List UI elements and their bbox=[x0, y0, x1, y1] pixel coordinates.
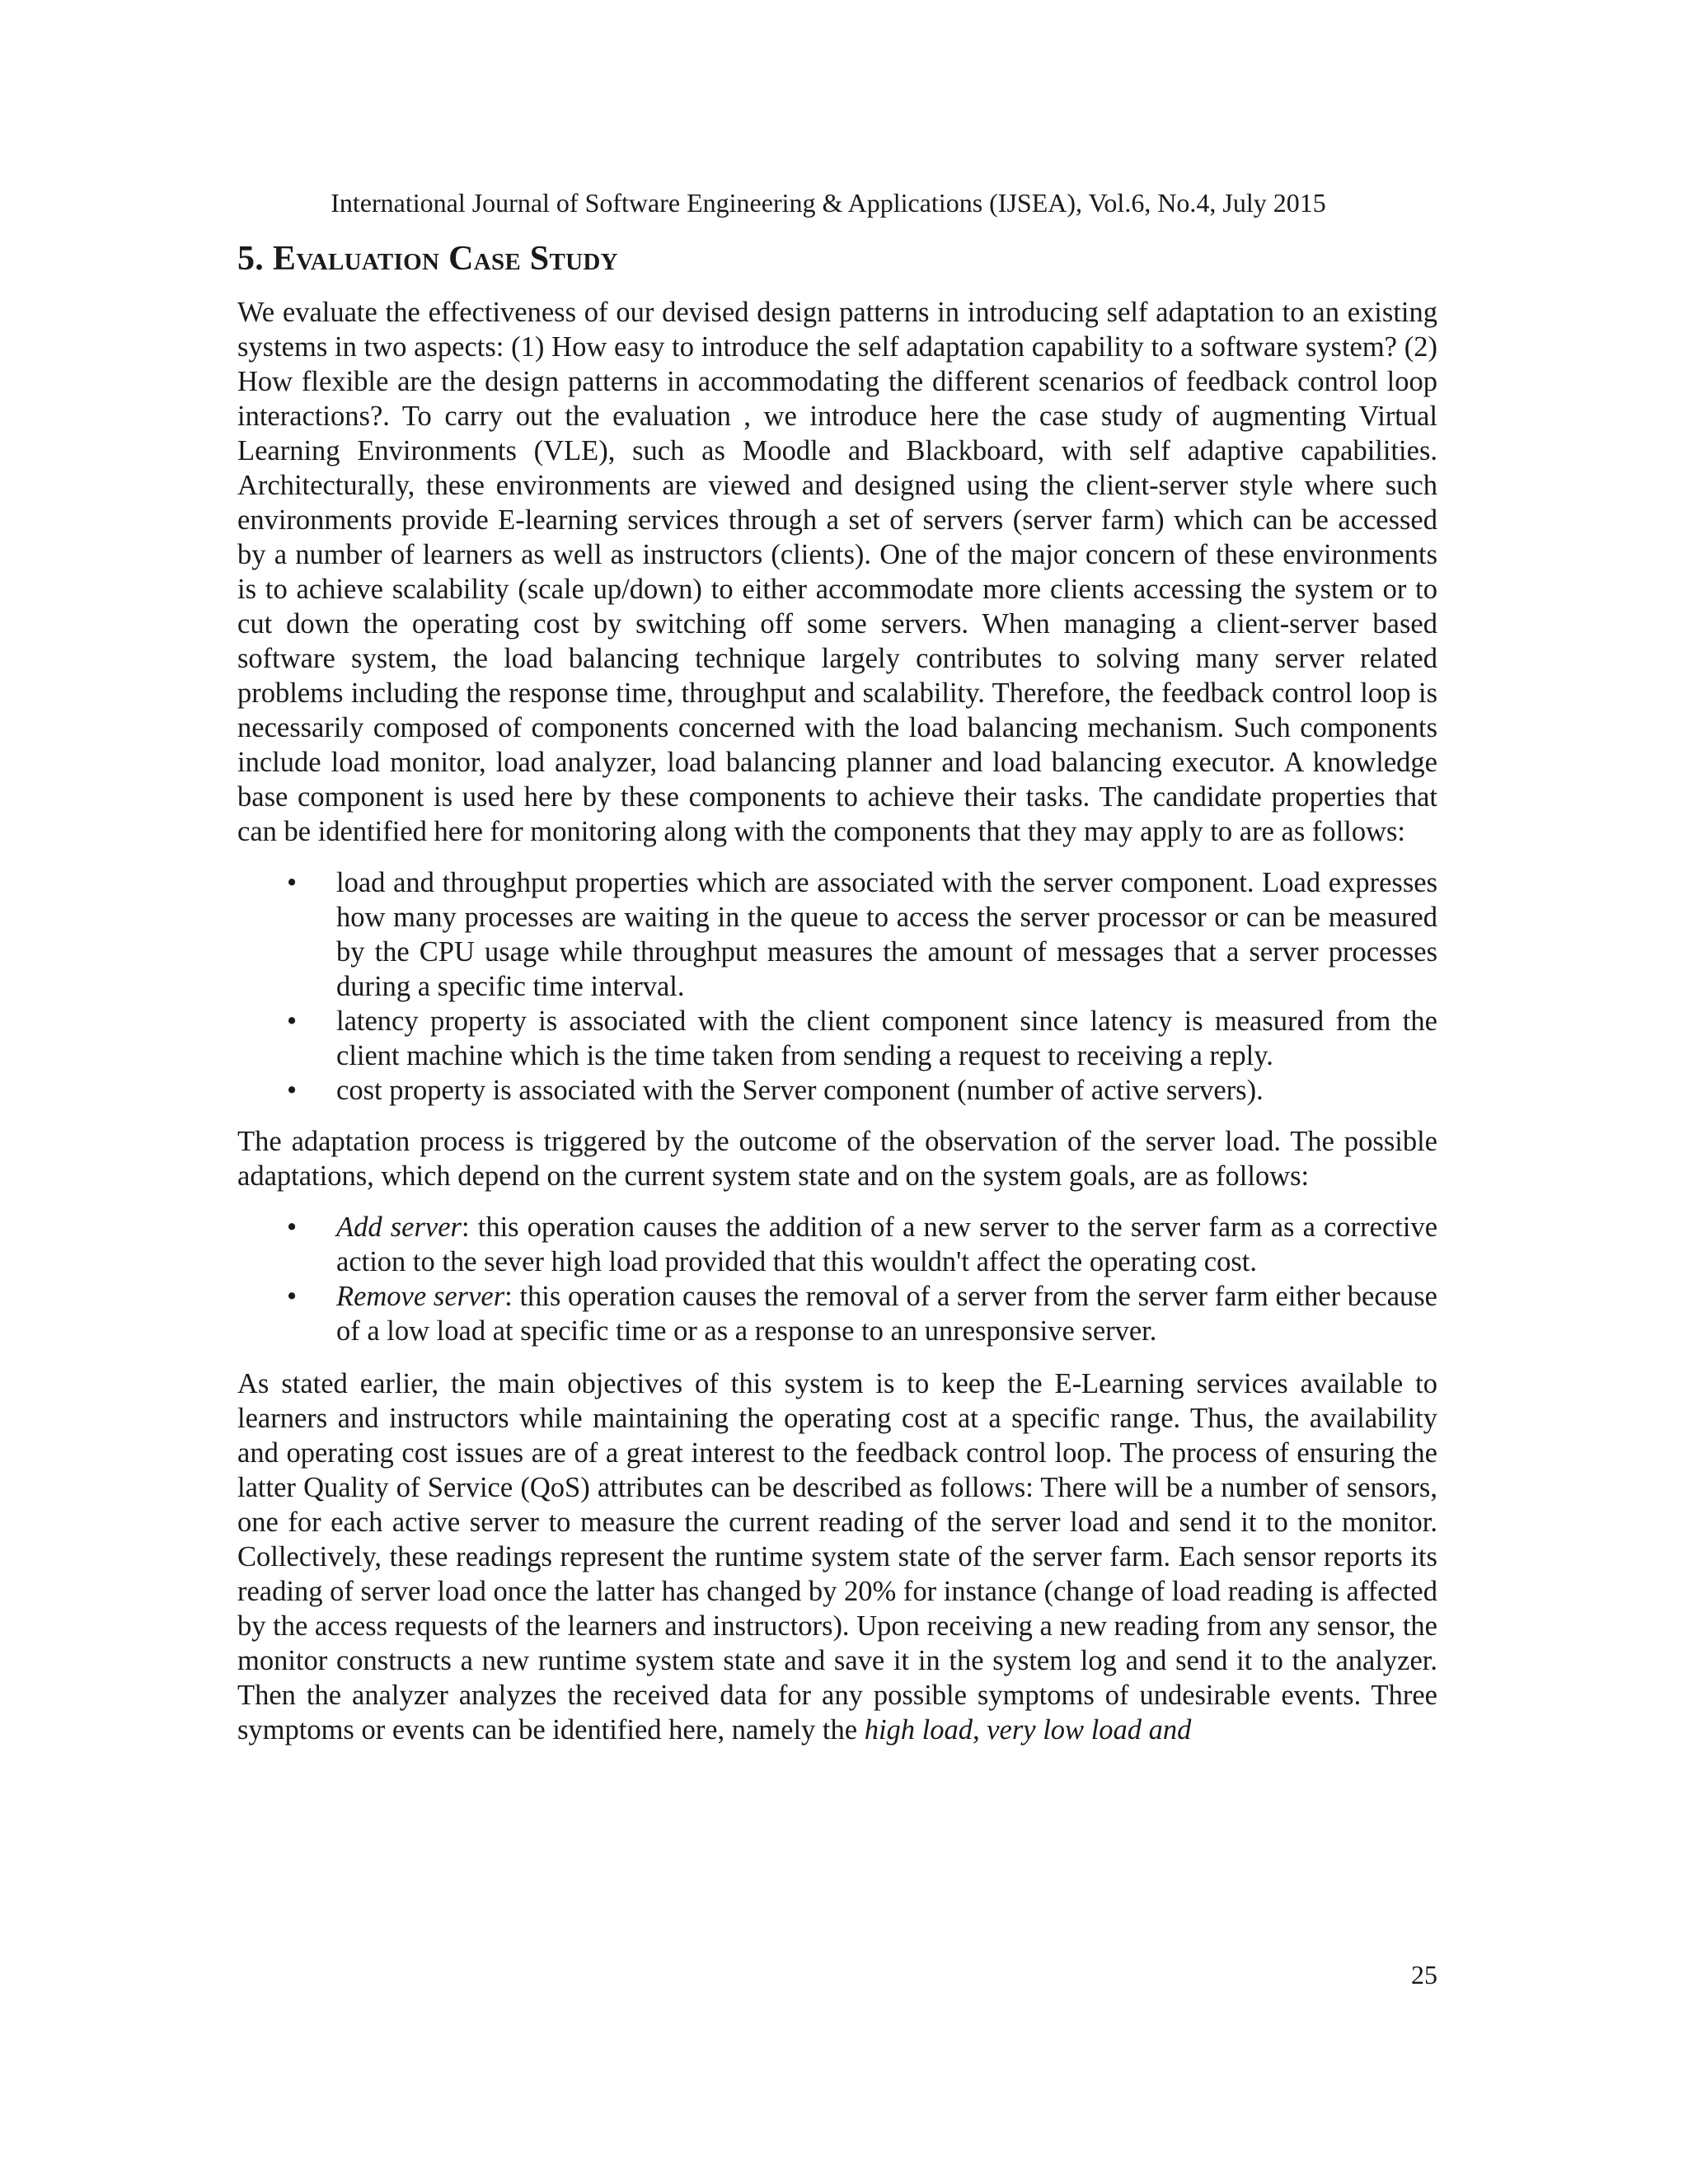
adaptation-term: Add server bbox=[336, 1212, 462, 1243]
page-content bbox=[237, 237, 1437, 1747]
bullet-symbol: • bbox=[287, 1281, 298, 1312]
property-bullet-item bbox=[237, 865, 1437, 1004]
property-bullet-item bbox=[237, 1073, 1437, 1108]
adaptation-description: : this operation causes the removal of a server from the server farm either because of a low load at specific time or as a response to an unresponsive server. bbox=[336, 1281, 1437, 1347]
adaptation-bullet-item bbox=[237, 1210, 1437, 1279]
running-header: International Journal of Software Engineering & Applications (IJSEA), Vol.6, No.4, July 2015 bbox=[331, 188, 1326, 218]
property-bullet-text: load and throughput properties which are associated with the server component. Load expresses how many processes are waiting in the queue to access the server processor or can be measured by the CPU usage while throughput measures the amount of messages that a server processes during a specific time interval. bbox=[336, 867, 1437, 1002]
section-title: 5. Evaluation Case Study bbox=[237, 240, 618, 278]
bullet-symbol: • bbox=[287, 1005, 298, 1037]
property-bullet-text: latency property is associated with the client component since latency is measured from the client machine which is the time taken from sending a request to receiving a reply. bbox=[336, 1005, 1437, 1071]
bullet-symbol: • bbox=[287, 1075, 298, 1106]
adaptation-description: : this operation causes the addition of a new server to the server farm as a corrective action to the sever high load provided that this wouldn't affect the operating cost. bbox=[336, 1212, 1438, 1277]
paragraph-adaptation: The adaptation process is triggered by the outcome of the observation of the server load. The possible adaptations, which depend on the current system state and on the system goals, are as follows: bbox=[237, 1126, 1437, 1192]
property-bullet-list bbox=[237, 865, 1437, 1108]
property-bullet-item bbox=[237, 1004, 1437, 1073]
bullet-symbol: • bbox=[287, 1212, 298, 1243]
objectives-text: As stated earlier, the main objectives of this system is to keep the E-Learning services available to learners and instructors while maintaining the operating cost at a specific range. Thus, the availability and operating cost issues are of a great interest to the feedback control loop. The process of ensuring the latter Quality of Service (QoS) attributes can be described as follows: There will be a number of sensors, one for each active server to measure the current reading of the server load and send it to the monitor. Collectively, these readings represent the runtime system state of the server farm. Each sensor reports its reading of server load once the latter has changed by 20% for instance (change of load reading is affected by the access requests of the learners and instructors). Upon receiving a new reading from any sensor, the monitor constructs a new runtime system state and save it in the system log and send it to the analyzer. Then the analyzer analyzes the received data for any possible symptoms of undesirable events. Three symptoms or events can be identified here, namely the bbox=[237, 1368, 1437, 1746]
page-number: 25 bbox=[1411, 1960, 1437, 1990]
adaptation-term: Remove server bbox=[336, 1281, 505, 1312]
paragraph-objectives bbox=[237, 1366, 1437, 1747]
bullet-symbol: • bbox=[287, 867, 298, 898]
adaptation-bullet-item bbox=[237, 1279, 1437, 1348]
property-bullet-text: cost property is associated with the Server component (number of active servers). bbox=[336, 1075, 1264, 1106]
objectives-italic-phrase: high load, very low load and bbox=[864, 1714, 1192, 1746]
adaptation-bullet-list bbox=[237, 1210, 1437, 1348]
paragraph-intro: We evaluate the effectiveness of our devised design patterns in introducing self adaptation to an existing systems in two aspects: (1) How easy to introduce the self adaptation capability to a software system? (2) How flexible are the design patterns in accommodating the different scenarios of feedback control loop interactions?. To carry out the evaluation , we introduce here the case study of augmenting Virtual Learning Environments (VLE), such as Moodle and Blackboard, with self adaptive capabilities. Architecturally, these environments are viewed and designed using the client-server style where such environments provide E-learning services through a set of servers (server farm) which can be accessed by a number of learners as well as instructors (clients). One of the major concern of these environments is to achieve scalability (scale up/down) to either accommodate more clients accessing the system or to cut down the operating cost by switching off some servers. When managing a client-server based software system, the load balancing technique largely contributes to solving many server related problems including the response time, throughput and scalability. Therefore, the feedback control loop is necessarily composed of components concerned with the load balancing mechanism. Such components include load monitor, load analyzer, load balancing planner and load balancing executor. A knowledge base component is used here by these components to achieve their tasks. The candidate properties that can be identified here for monitoring along with the components that they may apply to are as follows: bbox=[237, 297, 1437, 847]
